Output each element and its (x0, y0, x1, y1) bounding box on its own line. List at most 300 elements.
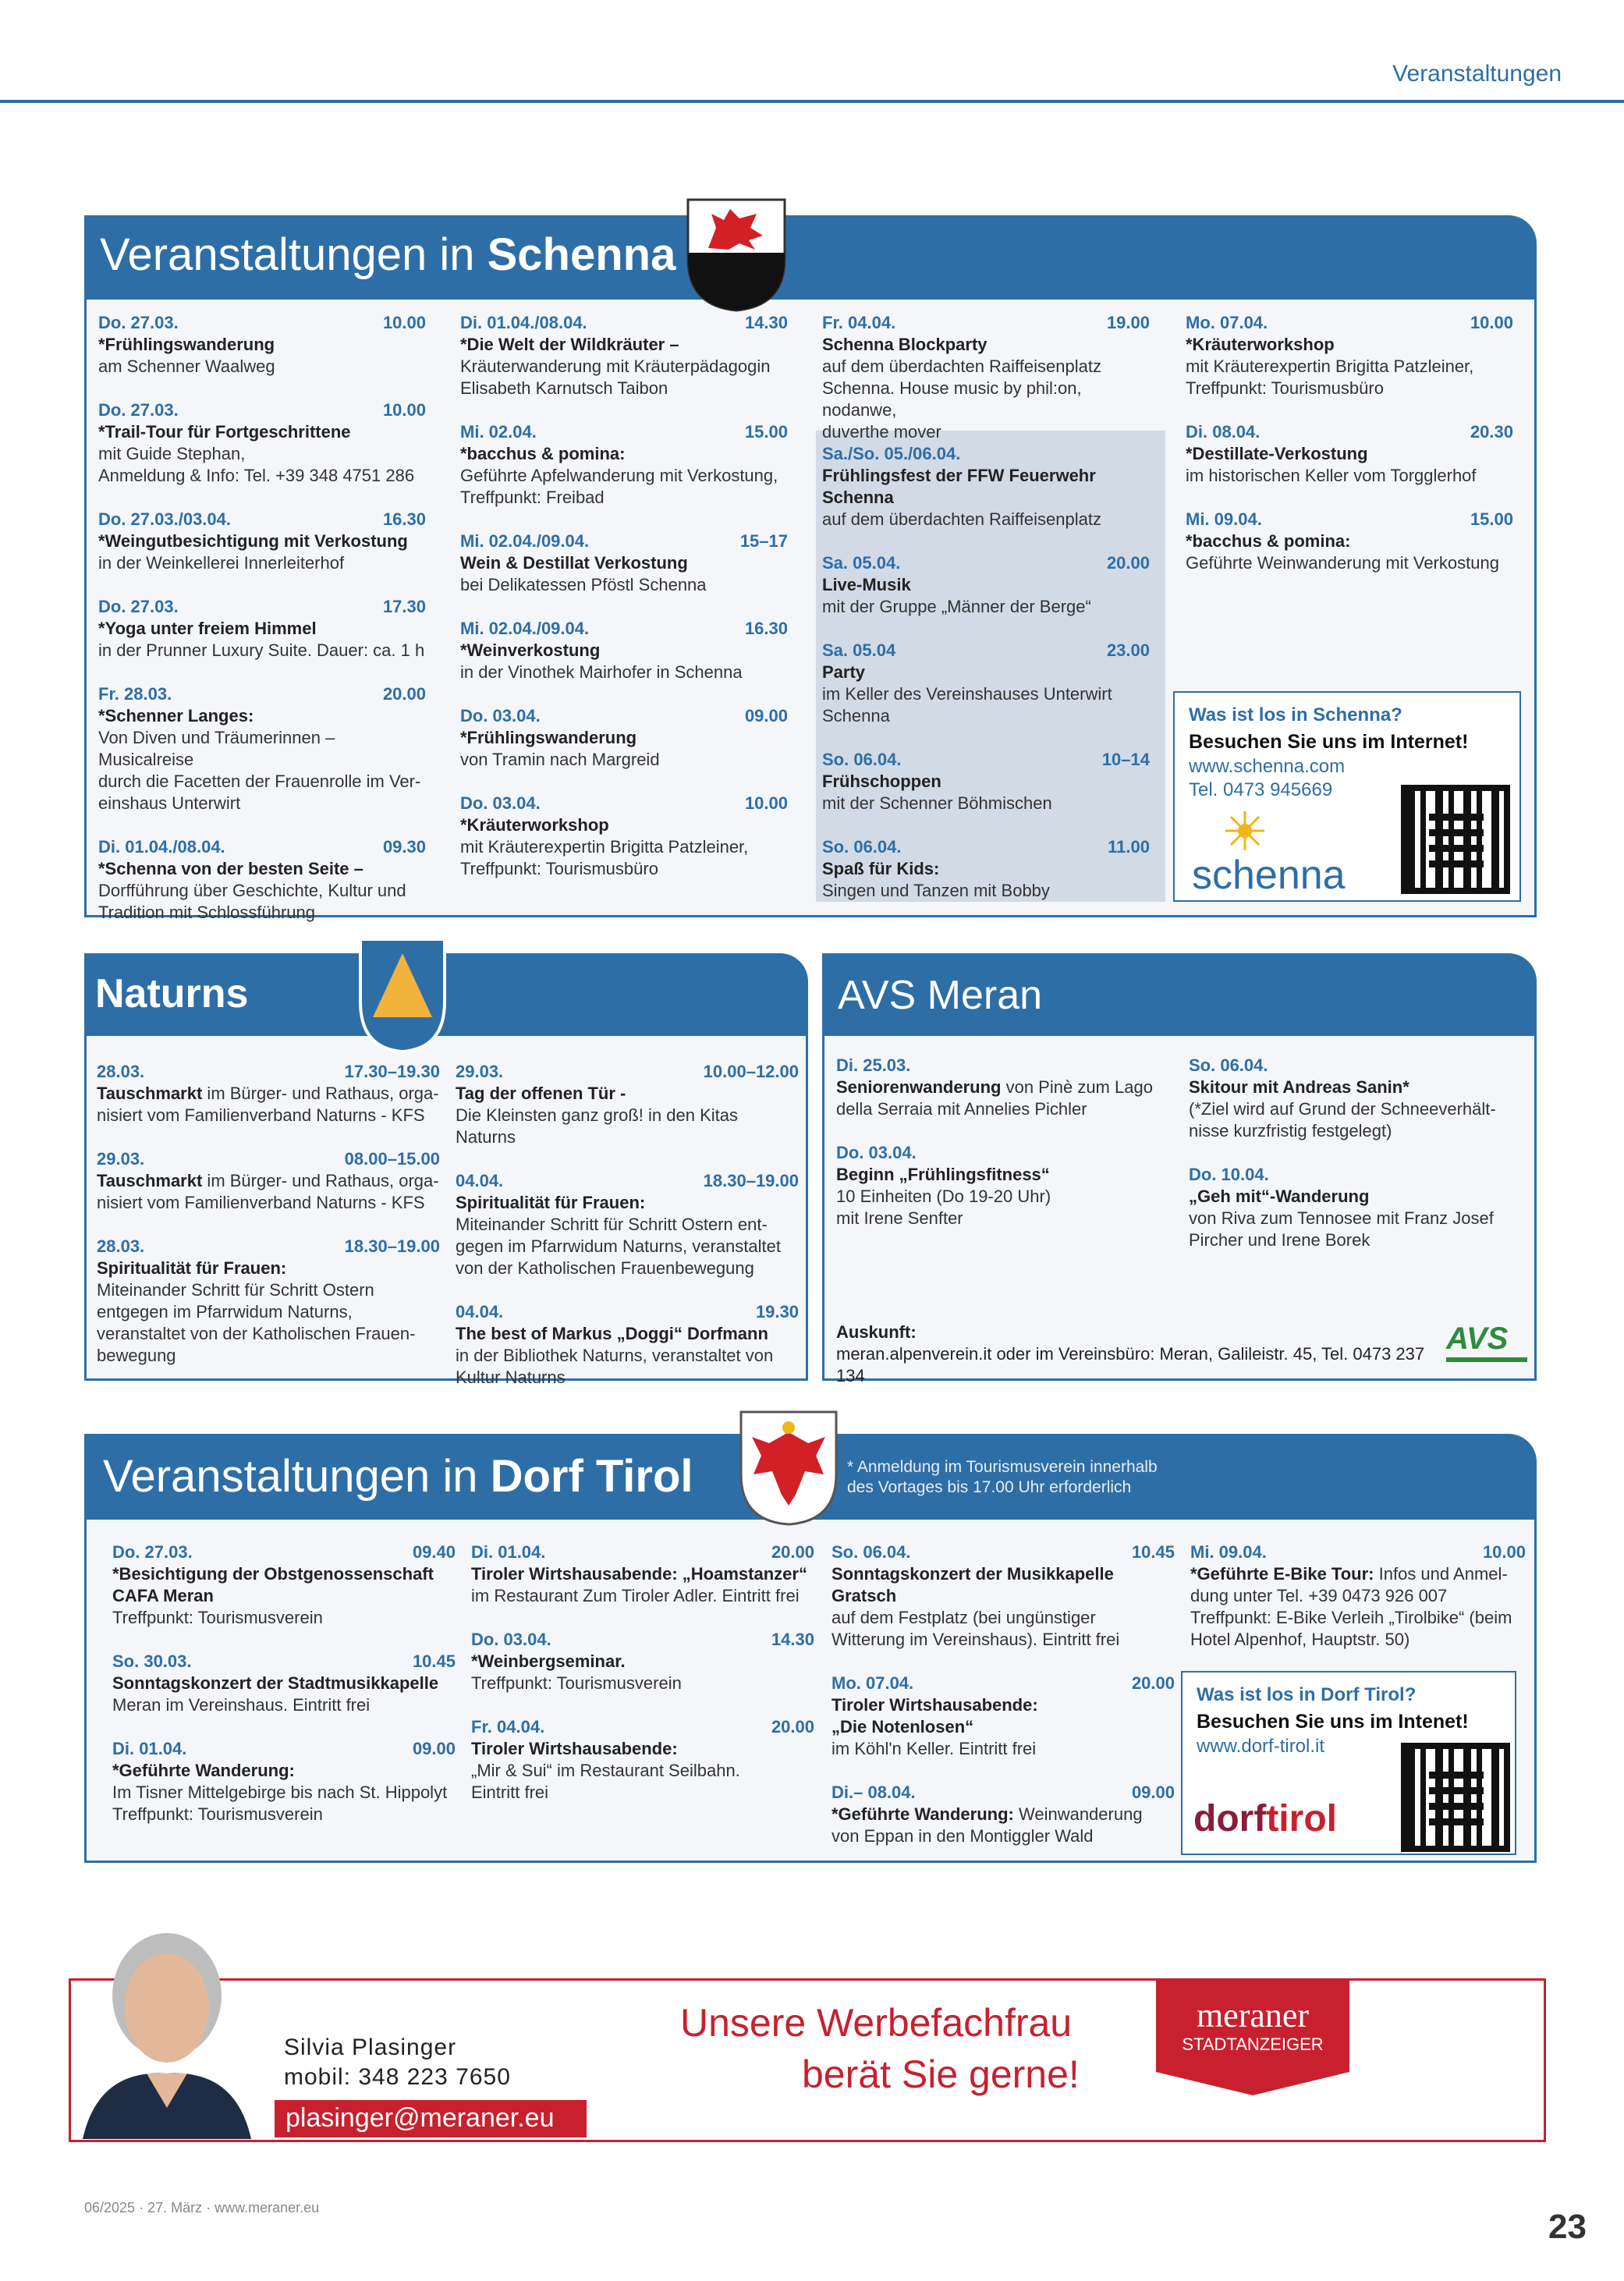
tirol-col-2 (471, 1541, 814, 1825)
event-description: bei Delikatessen Pföstl Schenna (460, 575, 707, 594)
event-date-row (822, 836, 1150, 858)
event-date-row (98, 509, 426, 530)
event-body (1189, 1186, 1532, 1251)
event-body (97, 1170, 440, 1214)
event-date: Sa. 05.04. (822, 553, 901, 573)
event-entry (98, 399, 426, 487)
ad-name: Silvia Plasinger (284, 2034, 457, 2060)
event-body (1190, 1563, 1526, 1651)
event-date: So. 06.04. (822, 750, 902, 769)
event-description: Infos und Anmel- dung unter Tel. +39 0473 926 007 Treffpunkt: E-Bike Verleih „Tirolbike“ (beim Hotel Alpenhof, Hauptstr. 50) (1190, 1564, 1512, 1649)
event-date: Di. 01.04./08.04. (460, 313, 587, 332)
event-description: Kräuterwanderung mit Kräuterpädagogin Elisabeth Karnutsch Taibon (460, 357, 771, 398)
meraner-logo: meraner STADTANZEIGER (1156, 1980, 1349, 2095)
event-time: 17.30–19.30 (344, 1062, 440, 1081)
event-description: auf dem Festplatz (bei ungünstiger Witterung im Vereinshaus). Eintritt frei (832, 1608, 1120, 1649)
event-title: „Geh mit“-Wanderung (1189, 1187, 1370, 1206)
tirol-col-1 (112, 1541, 456, 1847)
event-date: Do. 03.04. (471, 1630, 551, 1649)
event-entry (1189, 1055, 1532, 1142)
event-description: Weinwanderung von Eppan in den Montiggler Wald (832, 1804, 1143, 1846)
event-body (112, 1563, 456, 1629)
event-description: am Schenner Waalweg (98, 357, 275, 376)
event-body (1186, 443, 1513, 487)
event-time: 15.00 (744, 422, 788, 442)
event-title: Spaß für Kids: (822, 859, 940, 878)
event-date: So. 30.03. (112, 1651, 192, 1671)
event-title: The best of Markus „Doggi“ Dorfmann (456, 1324, 768, 1343)
event-date: Di. 01.04./08.04. (98, 837, 225, 857)
event-date-row (822, 443, 1150, 465)
event-time: 18.30–19.00 (344, 1236, 440, 1256)
event-time: 10.00 (382, 400, 426, 420)
dorftirol-logo: dorftirol (1193, 1798, 1337, 1839)
event-description: von Pinè zum Lago della Serraia mit Annelies Pichler (836, 1077, 1153, 1119)
event-time: 20.00 (382, 684, 426, 704)
event-title: *Destillate-Verkostung (1186, 444, 1368, 463)
event-time: 14.30 (771, 1630, 814, 1649)
event-title: *Weingutbesichtigung mit Verkostung (98, 531, 408, 551)
event-date: Mi. 09.04. (1186, 509, 1262, 529)
event-body (97, 1258, 440, 1367)
event-date-row (97, 1236, 440, 1258)
event-entry (822, 312, 1150, 443)
naturns-col-2 (456, 1061, 799, 1410)
event-entry (97, 1148, 440, 1214)
tirol-title: Veranstaltungen in Dorf Tirol (103, 1451, 693, 1502)
page-number: 23 (1548, 2208, 1587, 2246)
event-title: Sonntagskonzert der Stadtmusikkapelle (112, 1673, 439, 1693)
event-date: So. 06.04. (822, 837, 902, 857)
event-time: 20.00 (1106, 553, 1150, 573)
event-description: im Köhl'n Keller. Eintritt frei (832, 1739, 1037, 1758)
event-description: von Tramin nach Margreid (460, 750, 660, 769)
avs-info: Auskunft: meran.alpenverein.it oder im Vereinsbüro: Meran, Galileistr. 45, Tel. 0473 237 134 (836, 1322, 1425, 1385)
event-title: Skitour mit Andreas Sanin* (1189, 1077, 1409, 1097)
event-date-row (98, 312, 426, 334)
event-description: „Mir & Sui“ im Restaurant Seilbahn. Eintritt frei (471, 1761, 740, 1802)
event-title: Tiroler Wirtshausabende: (471, 1739, 678, 1758)
event-body (112, 1673, 456, 1716)
event-title: Spiritualität für Frauen: (456, 1193, 646, 1212)
naturns-title: Naturns (95, 971, 249, 1016)
event-description: mit Kräuterexpertin Brigitta Patzleiner, Treffpunkt: Tourismusbüro (460, 837, 749, 878)
avs-col-2 (1189, 1055, 1532, 1273)
schenna-phone: Tel. 0473 945669 (1189, 779, 1333, 800)
event-body (1186, 334, 1513, 399)
ad-email-link[interactable]: plasinger@meraner.eu (275, 2100, 587, 2137)
event-entry (822, 836, 1150, 902)
event-body (471, 1738, 814, 1804)
event-date: Do. 27.03./03.04. (98, 509, 231, 529)
event-title: Party (822, 662, 866, 682)
event-entry (97, 1061, 440, 1126)
event-description: Treffpunkt: Tourismusverein (112, 1608, 323, 1627)
event-body (98, 421, 426, 487)
event-body (460, 552, 788, 596)
section-title: Veranstaltungen (1392, 61, 1562, 87)
event-description: im Keller des Vereinshauses Unterwirt Schenna (822, 684, 1112, 725)
event-title: Beginn „Frühlingsfitness“ (836, 1165, 1050, 1184)
event-time: 09.00 (744, 706, 788, 725)
event-description: mit der Schenner Böhmischen (822, 793, 1052, 813)
tirol-qr-code[interactable] (1401, 1743, 1510, 1852)
event-body (460, 814, 788, 880)
event-title: *Geführte Wanderung: (832, 1804, 1014, 1824)
event-time: 20.00 (771, 1717, 814, 1736)
event-title: *Trail-Tour für Fortgeschrittene (98, 422, 351, 442)
event-title: Wein & Destillat Verkostung (460, 553, 688, 573)
event-body (471, 1651, 814, 1694)
event-body (1189, 1077, 1532, 1142)
event-date-row (1186, 312, 1513, 334)
tirol-info-visit: Besuchen Sie uns im Intenet! (1197, 1711, 1469, 1733)
event-time: 17.30 (382, 597, 426, 616)
event-date: 28.03. (97, 1062, 145, 1081)
event-description: in der Bibliothek Naturns, veranstaltet von Kultur Naturns (456, 1346, 774, 1387)
event-date: 29.03. (456, 1062, 504, 1081)
event-date-row (836, 1142, 1179, 1164)
event-date: Fr. 04.04. (822, 313, 896, 332)
event-title: Tauschmarkt (97, 1084, 203, 1103)
event-date-row (97, 1148, 440, 1170)
event-description: Meran im Vereinshaus. Eintritt frei (112, 1695, 371, 1715)
event-body (112, 1760, 456, 1825)
event-entry (1186, 421, 1513, 487)
event-description: Miteinander Schritt für Schritt Ostern ent- gegen im Pfarrwidum Naturns, veranstaltet von der Katholischen Frauenbewegung (456, 1215, 781, 1278)
event-date-row (832, 1541, 1175, 1563)
event-date-row (98, 836, 426, 858)
schenna-title: Veranstaltungen in Schenna (100, 229, 676, 280)
event-body (460, 727, 788, 771)
event-title: *bacchus & pomina: (460, 444, 626, 463)
event-title: *bacchus & pomina: (1186, 531, 1351, 551)
event-entry (456, 1061, 799, 1148)
schenna-col-3a (822, 312, 1150, 465)
event-body (456, 1192, 799, 1279)
event-time: 20.00 (771, 1542, 814, 1562)
event-date: Do. 27.03. (112, 1542, 193, 1562)
event-entry (456, 1170, 799, 1279)
event-description: im historischen Keller vom Torgglerhof (1186, 466, 1477, 485)
event-description: Geführte Weinwanderung mit Verkostung (1186, 553, 1499, 573)
event-date: Mi. 02.04./09.04. (460, 531, 590, 551)
event-time: 14.30 (744, 313, 788, 332)
event-description: in der Vinothek Mairhofer in Schenna (460, 662, 743, 682)
header-rule (0, 100, 1624, 103)
event-time: 15–17 (739, 531, 788, 551)
event-description: mit Kräuterexpertin Brigitta Patzleiner, Treffpunkt: Tourismusbüro (1186, 357, 1474, 398)
event-body (822, 334, 1150, 443)
event-date-row (822, 552, 1150, 574)
event-time: 19.30 (755, 1302, 799, 1321)
event-entry (836, 1055, 1179, 1120)
event-description: Im Tisner Mittelgebirge bis nach St. Hippolyt Treffpunkt: Tourismusverein (112, 1783, 448, 1824)
schenna-logo: schenna (1192, 853, 1346, 898)
ad-slogan-2: berät Sie gerne! (802, 2052, 1080, 2096)
event-body (836, 1077, 1179, 1120)
event-body (460, 334, 788, 399)
event-title: Tiroler Wirtshausabende: „Hoamstanzer“ (471, 1564, 807, 1584)
event-description: auf dem überdachten Raiffeisenplatz (822, 509, 1101, 529)
footer-info: 06/2025 · 27. März · www.meraner.eu (84, 2200, 320, 2215)
event-date: So. 06.04. (1189, 1055, 1268, 1075)
ad-photo (75, 1921, 254, 2139)
event-body (97, 1083, 440, 1126)
event-time: 09.00 (1131, 1783, 1175, 1802)
schenna-crest-icon (685, 197, 788, 314)
event-description: im Bürger- und Rathaus, orga- nisiert vom Familienverband Naturns - KFS (97, 1171, 439, 1212)
event-entry (98, 312, 426, 378)
event-title: *Schenner Langes: (98, 706, 254, 725)
event-entry (98, 596, 426, 662)
event-date: Mi. 02.04. (460, 422, 537, 442)
event-date-row (97, 1061, 440, 1083)
event-date-row (836, 1055, 1179, 1077)
event-date-row (471, 1541, 814, 1563)
event-entry (822, 640, 1150, 727)
event-title: *Kräuterworkshop (460, 815, 609, 835)
event-date: 29.03. (97, 1149, 145, 1169)
event-body (1186, 530, 1513, 574)
event-date: Mo. 07.04. (1186, 313, 1268, 332)
event-entry (112, 1541, 456, 1629)
avs-header (822, 953, 1537, 1036)
event-entry (98, 683, 426, 814)
event-description: auf dem überdachten Raiffeisenplatz Schenna. House music by phil:on, nodanwe, duverthe mover (822, 357, 1101, 442)
ad-mobile: mobil: 348 223 7650 (284, 2064, 511, 2090)
event-time: 10.00 (382, 313, 426, 332)
event-body (98, 858, 426, 924)
event-entry (832, 1541, 1175, 1651)
event-title: *Die Welt der Wildkräuter – (460, 335, 679, 354)
event-date-row (822, 749, 1150, 771)
tirol-note: * Anmeldung im Tourismusverein innerhalb des Vortages bis 17.00 Uhr erforderlich (847, 1458, 1158, 1496)
schenna-website-link[interactable]: www.schenna.com (1189, 756, 1346, 777)
event-body (836, 1164, 1179, 1229)
event-entry (822, 443, 1150, 530)
event-body (822, 771, 1150, 814)
event-title: *Frühlingswanderung (98, 335, 275, 354)
event-date-row (98, 596, 426, 618)
event-title: Live-Musik (822, 575, 911, 594)
event-title: *Schenna von der besten Seite – (98, 859, 363, 878)
tirol-info-question: Was ist los in Dorf Tirol? (1197, 1684, 1417, 1705)
event-date: Do. 03.04. (460, 793, 541, 813)
event-date: Di. 01.04. (112, 1739, 187, 1758)
event-time: 11.00 (1108, 837, 1150, 857)
event-description: im Bürger- und Rathaus, orga- nisiert vom Familienverband Naturns - KFS (97, 1084, 439, 1125)
event-body (98, 334, 426, 378)
event-entry (1186, 312, 1513, 399)
event-date: Fr. 04.04. (471, 1717, 545, 1736)
event-entry (1186, 509, 1513, 574)
event-date: Do. 27.03. (98, 313, 179, 332)
event-time: 20.30 (1470, 422, 1513, 442)
event-time: 16.30 (744, 619, 788, 638)
event-time: 10–14 (1101, 750, 1150, 769)
event-time: 10.00 (744, 793, 788, 813)
event-body (822, 662, 1150, 727)
event-title: Schenna Blockparty (822, 335, 988, 354)
event-title: *Weinbergseminar. (471, 1651, 626, 1671)
event-entry (460, 312, 788, 399)
event-date-row (832, 1782, 1175, 1804)
event-date: Mo. 07.04. (832, 1673, 914, 1693)
event-title: Frühlingsfest der FFW Feuerwehr Schenna (822, 466, 1096, 507)
event-title: *Yoga unter freiem Himmel (98, 619, 317, 638)
tirol-col-4 (1190, 1541, 1526, 1673)
event-title: *Geführte E-Bike Tour: (1190, 1564, 1374, 1584)
event-date-row (1189, 1055, 1532, 1077)
event-time: 10.00–12.00 (703, 1062, 799, 1081)
event-date: Do. 03.04. (836, 1143, 917, 1162)
event-time: 19.00 (1106, 313, 1150, 332)
event-body (460, 443, 788, 509)
event-date-row (822, 640, 1150, 662)
event-entry (1189, 1164, 1532, 1251)
event-time: 08.00–15.00 (344, 1149, 440, 1169)
schenna-info-visit: Besuchen Sie uns im Internet! (1189, 731, 1469, 753)
event-entry (456, 1301, 799, 1389)
schenna-header (84, 215, 1537, 300)
event-description: Singen und Tanzen mit Bobby (822, 881, 1050, 900)
event-date-row (460, 421, 788, 443)
event-entry (471, 1541, 814, 1607)
event-date-row (832, 1673, 1175, 1694)
event-date: Fr. 28.03. (98, 684, 172, 704)
sun-icon (1206, 810, 1284, 857)
event-date: 28.03. (97, 1236, 145, 1256)
event-time: 10.45 (412, 1651, 456, 1671)
event-title: Sonntagskonzert der Musikkapelle Gratsch (832, 1564, 1114, 1605)
event-date: Di. 01.04. (471, 1542, 546, 1562)
naturns-crest-icon (357, 936, 448, 1055)
event-date-row (471, 1716, 814, 1738)
event-body (832, 1804, 1175, 1847)
event-date-row (112, 1651, 456, 1673)
event-date-row (460, 530, 788, 552)
event-time: 10.00 (1470, 313, 1513, 332)
event-description: (*Ziel wird auf Grund der Schneeverhält- nisse kurzfristig festgelegt) (1189, 1099, 1496, 1140)
avs-logo-bar (1446, 1357, 1527, 1362)
event-description: Miteinander Schritt für Schritt Ostern entgegen im Pfarrwidum Naturns, veranstaltet von der Katholischen Frauen- bewegung (97, 1280, 416, 1365)
schenna-qr-code[interactable] (1401, 785, 1510, 894)
event-body (471, 1563, 814, 1607)
event-title: *Geführte Wanderung: (112, 1761, 295, 1780)
event-time: 09.30 (382, 837, 426, 857)
event-title: *Kräuterworkshop (1186, 335, 1335, 354)
event-date: Mi. 02.04./09.04. (460, 619, 590, 638)
event-entry (836, 1142, 1179, 1229)
event-title: *Besichtigung der Obstgenossenschaft CAFA Meran (112, 1564, 434, 1605)
event-date: Do. 27.03. (98, 597, 179, 616)
event-entry (460, 618, 788, 683)
ad-slogan-1: Unsere Werbefachfrau (680, 2001, 1073, 2045)
event-date: 04.04. (456, 1171, 504, 1190)
schenna-col-2 (460, 312, 788, 902)
event-date-row (460, 312, 788, 334)
event-entry (112, 1738, 456, 1825)
event-entry (112, 1651, 456, 1716)
event-date-row (460, 618, 788, 640)
event-date-row (1186, 509, 1513, 530)
event-date: Sa. 05.04 (822, 640, 896, 660)
event-date-row (822, 312, 1150, 334)
event-title: *Weinverkostung (460, 640, 601, 660)
event-title: Frühschoppen (822, 772, 941, 791)
avs-col-1 (836, 1055, 1179, 1251)
event-entry (1190, 1541, 1526, 1651)
event-title: *Frühlingswanderung (460, 728, 637, 747)
event-date: Di. 08.04. (1186, 422, 1261, 442)
event-date: Sa./So. 05./06.04. (822, 444, 961, 463)
event-date-row (112, 1738, 456, 1760)
event-description: in der Weinkellerei Innerleiterhof (98, 553, 345, 573)
event-body (832, 1563, 1175, 1651)
event-title: Tag der offenen Tür - (456, 1084, 626, 1103)
schenna-col-4 (1186, 312, 1513, 596)
event-time: 18.30–19.00 (703, 1171, 799, 1190)
event-date-row (1186, 421, 1513, 443)
event-entry (832, 1782, 1175, 1847)
naturns-col-1 (97, 1061, 440, 1389)
event-date-row (471, 1629, 814, 1651)
event-entry (98, 509, 426, 574)
schenna-col-1 (98, 312, 426, 945)
event-body (832, 1694, 1175, 1760)
event-time: 09.00 (412, 1739, 456, 1758)
event-date-row (98, 399, 426, 421)
event-date: Mi. 09.04. (1190, 1542, 1267, 1562)
event-date: Do. 27.03. (98, 400, 179, 420)
event-title: Seniorenwanderung (836, 1077, 1002, 1097)
event-title: Tauschmarkt (97, 1171, 203, 1190)
event-date-row (456, 1061, 799, 1083)
tirol-website-link[interactable]: www.dorf-tirol.it (1197, 1736, 1325, 1757)
event-description: Die Kleinsten ganz groß! in den Kitas Naturns (456, 1105, 738, 1147)
event-date: Di.– 08.04. (832, 1783, 916, 1802)
event-entry (460, 705, 788, 771)
event-time: 15.00 (1470, 509, 1513, 529)
event-description: in der Prunner Luxury Suite. Dauer: ca. 1 h (98, 640, 425, 660)
event-date: 04.04. (456, 1302, 504, 1321)
event-title: Spiritualität für Frauen: (97, 1258, 287, 1278)
event-description: Von Diven und Träumerinnen – Musicalreise durch die Facetten der Frauenrolle im Ver- einshaus Unterwirt (98, 728, 421, 813)
event-entry (460, 421, 788, 509)
event-entry (832, 1673, 1175, 1760)
avs-title: AVS Meran (838, 973, 1043, 1018)
event-entry (98, 836, 426, 924)
event-description: mit der Gruppe „Männer der Berge“ (822, 597, 1091, 616)
event-title: Tiroler Wirtshausabende: „Die Notenlosen“ (832, 1695, 1038, 1736)
event-date: Do. 10.04. (1189, 1165, 1269, 1184)
event-time: 10.00 (1482, 1542, 1526, 1562)
schenna-info-question: Was ist los in Schenna? (1189, 704, 1402, 725)
event-body (98, 530, 426, 574)
event-entry (822, 552, 1150, 618)
event-date-row (460, 793, 788, 814)
event-body (460, 640, 788, 683)
tirol-info-box (1181, 1671, 1516, 1855)
event-time: 20.00 (1131, 1673, 1175, 1693)
event-date-row (460, 705, 788, 727)
event-date-row (112, 1541, 456, 1563)
event-body (98, 705, 426, 814)
event-description: Treffpunkt: Tourismusverein (471, 1673, 682, 1693)
event-description: Geführte Apfelwanderung mit Verkostung, Treffpunkt: Freibad (460, 466, 778, 507)
event-body (456, 1323, 799, 1389)
